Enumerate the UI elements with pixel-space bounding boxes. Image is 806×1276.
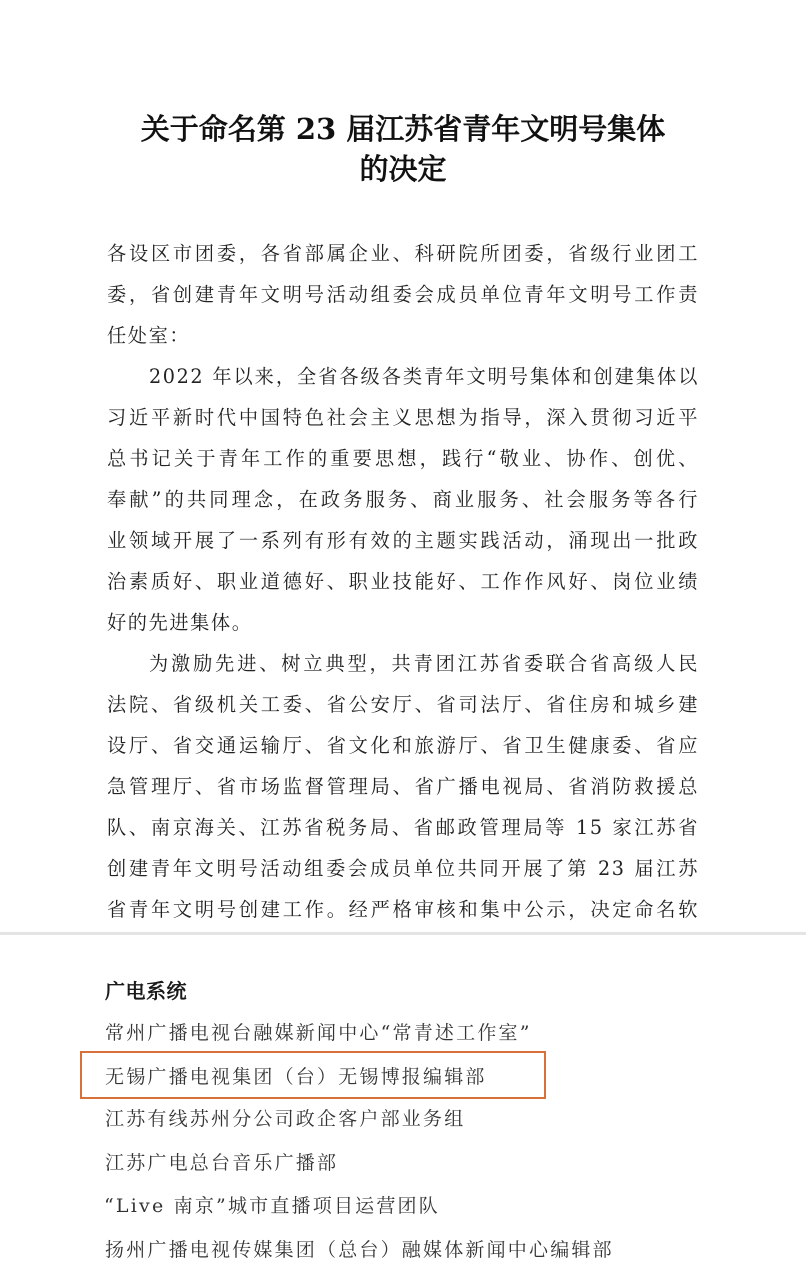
salutation-paragraph (107, 233, 699, 356)
text-line: 业领域开展了一系列有形有效的主题实践活动，涌现出一批政 (107, 529, 699, 552)
list-item: 江苏有线苏州分公司政企客户部业务组 (105, 1108, 466, 1130)
text-line: 习近平新时代中国特色社会主义思想为指导，深入贯彻习近平 (107, 406, 699, 429)
text-line: 任处室： (107, 324, 191, 347)
text-line: 省青年文明号创建工作。经严格审核和集中公示，决定命名软 (107, 898, 699, 921)
list-item: 江苏广电总台音乐广播部 (105, 1152, 339, 1174)
list-item: 扬州广播电视传媒集团（总台）融媒体新闻中心编辑部 (105, 1239, 614, 1261)
background-paragraph (107, 356, 699, 643)
list-item: “Live 南京”城市直播项目运营团队 (104, 1195, 440, 1217)
text-line: 法院、省级机关工委、省公安厅、省司法厅、省住房和城乡建 (107, 693, 699, 716)
text-line: 创建青年文明号活动组委会成员单位共同开展了第 23 届江苏 (107, 857, 699, 880)
text-line: 2022 年以来，全省各级各类青年文明号集体和创建集体以 (149, 365, 699, 388)
text-line: 急管理厅、省市场监督管理局、省广播电视局、省消防救援总 (107, 775, 699, 798)
document-title-line2: 的决定 (359, 152, 447, 186)
text-line: 治素质好、职业道德好、职业技能好、工作作风好、岗位业绩 (107, 570, 699, 593)
category-heading: 广电系统 (105, 979, 187, 1003)
text-line: 各设区市团委，各省部属企业、科研院所团委，省级行业团工 (107, 242, 699, 265)
text-line: 设厅、省交通运输厅、省文化和旅游厅、省卫生健康委、省应 (107, 734, 699, 757)
text-line: 总书记关于青年工作的重要思想，践行“敬业、协作、创优、 (107, 447, 699, 470)
decision-paragraph (107, 643, 699, 930)
document-title-line1: 关于命名第 23 届江苏省青年文明号集体 (140, 112, 666, 146)
text-line: 好的先进集体。 (107, 611, 253, 634)
text-line: 委，省创建青年文明号活动组委会成员单位青年文明号工作责 (107, 283, 699, 306)
text-line: 为激励先进、树立典型，共青团江苏省委联合省高级人民 (149, 652, 699, 675)
list-item-highlighted: 无锡广播电视集团（台）无锡博报编辑部 (105, 1066, 487, 1088)
text-line: 奉献”的共同理念，在政务服务、商业服务、社会服务等各行 (107, 488, 699, 511)
text-line: 队、南京海关、江苏省税务局、省邮政管理局等 15 家江苏省 (107, 816, 699, 839)
list-item: 常州广播电视台融媒新闻中心“常青述工作室” (105, 1022, 532, 1044)
